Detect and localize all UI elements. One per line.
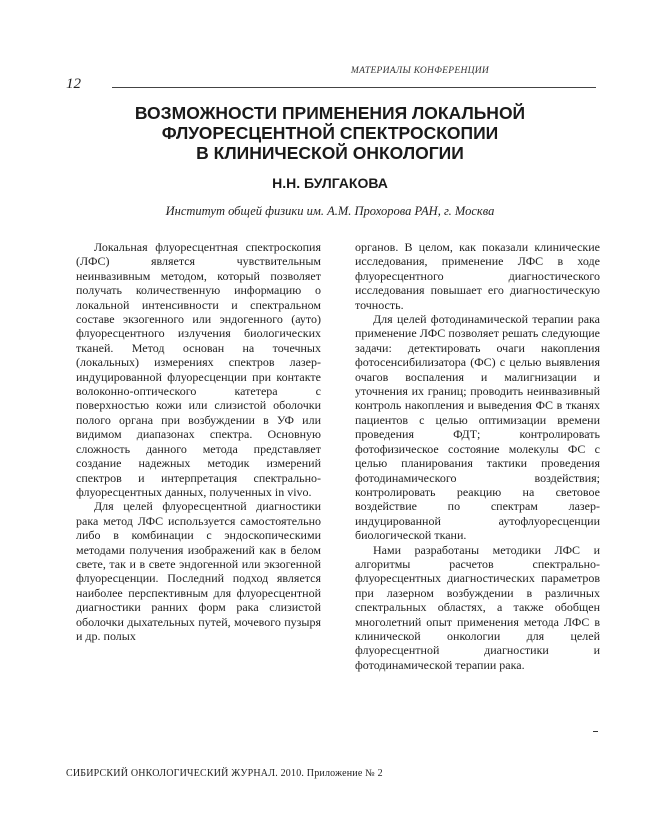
title-line-2: ФЛУОРЕСЦЕНТНОЙ СПЕКТРОСКОПИИ (161, 123, 499, 143)
paragraph: Нами разработаны методики ЛФС и алгоритмы расчетов спектрально-флуоресцентных диагностических параметров при лазерном возбуждении в различных спектральных областях, а также обобщен многолетний опыт применения метода ЛФС в клинической онкологии для целей флуоресцентной диагностики и фотодинамической терапии рака. (355, 542, 600, 672)
page-mark (593, 731, 598, 732)
journal-footer: СИБИРСКИЙ ОНКОЛОГИЧЕСКИЙ ЖУРНАЛ. 2010. Приложение № 2 (66, 768, 383, 779)
article-title (80, 103, 580, 163)
left-column (76, 240, 321, 643)
paragraph: Для целей флуоресцентной диагностики рака метод ЛФС используется самостоятельно либо в комбинации с эндоскопическими методами получения изображений как в белом свете, так и в свете эндогенной или экзогенной флуоресценции. Последний подход является наиболее перспективным для флуоресцентной диагностики ранних форм рака слизистой оболочки дыхательных путей, мочевого пузыря и др. полых (76, 499, 321, 643)
paragraph: Для целей фотодинамической терапии рака применение ЛФС позволяет решать следующие задачи: детектировать очаги накопления фотосенсибилизатора (ФС) с целью выявления очагов воспаления и малигнизации и уточнения их границ; проводить неинвазивный контроль накопления и выведения ФС в тканях пациентов с целью оптимизации времени проведения ФДТ; контролировать фотофизическое состояние молекулы ФС с целью планирования тактики проведения фотодинамического воздействия; контролировать реакцию на световое воздействие по спектрам лазер-индуцированной аутофлуоресценции биологической ткани. (355, 312, 600, 543)
author-affiliation: Институт общей физики им. А.М. Прохорова РАН, г. Москва (165, 204, 495, 218)
title-line-1: ВОЗМОЖНОСТИ ПРИМЕНЕНИЯ ЛОКАЛЬНОЙ (134, 103, 526, 123)
author-name: Н.Н. БУЛГАКОВА (272, 175, 388, 191)
header-divider (112, 87, 596, 88)
paragraph: Локальная флуоресцентная спектроскопия (ЛФС) является чувствительным неинвазивным методом, который позволяет получать количественную информацию о локальной интенсивности и спектральном составе экзогенного или эндогенного (ауто) флуоресцентного излучения биологических тканей. Метод основан на точечных (локальных) измерениях спектров лазер-индуцированной флуоресценции при контакте волоконно-оптического катетера с поверхностью кожи или слизистой оболочки полого органа при возбуждении в УФ или видимом диапазонах спектра. Основную сложность данного метода представляет создание надежных методик измерений спектров и интерпретация спектрально-флуоресцентных данных, полученных in vivo. (76, 240, 321, 499)
running-header: МАТЕРИАЛЫ КОНФЕРЕНЦИИ (350, 66, 490, 76)
page-number: 12 (66, 76, 81, 92)
right-column (355, 240, 600, 672)
paragraph-continued: органов. В целом, как показали клинические исследования, применение ЛФС в ходе флуоресцентного диагностического исследования повышает его диагностическую точность. (355, 240, 600, 312)
title-line-3: В КЛИНИЧЕСКОЙ ОНКОЛОГИИ (196, 143, 464, 163)
